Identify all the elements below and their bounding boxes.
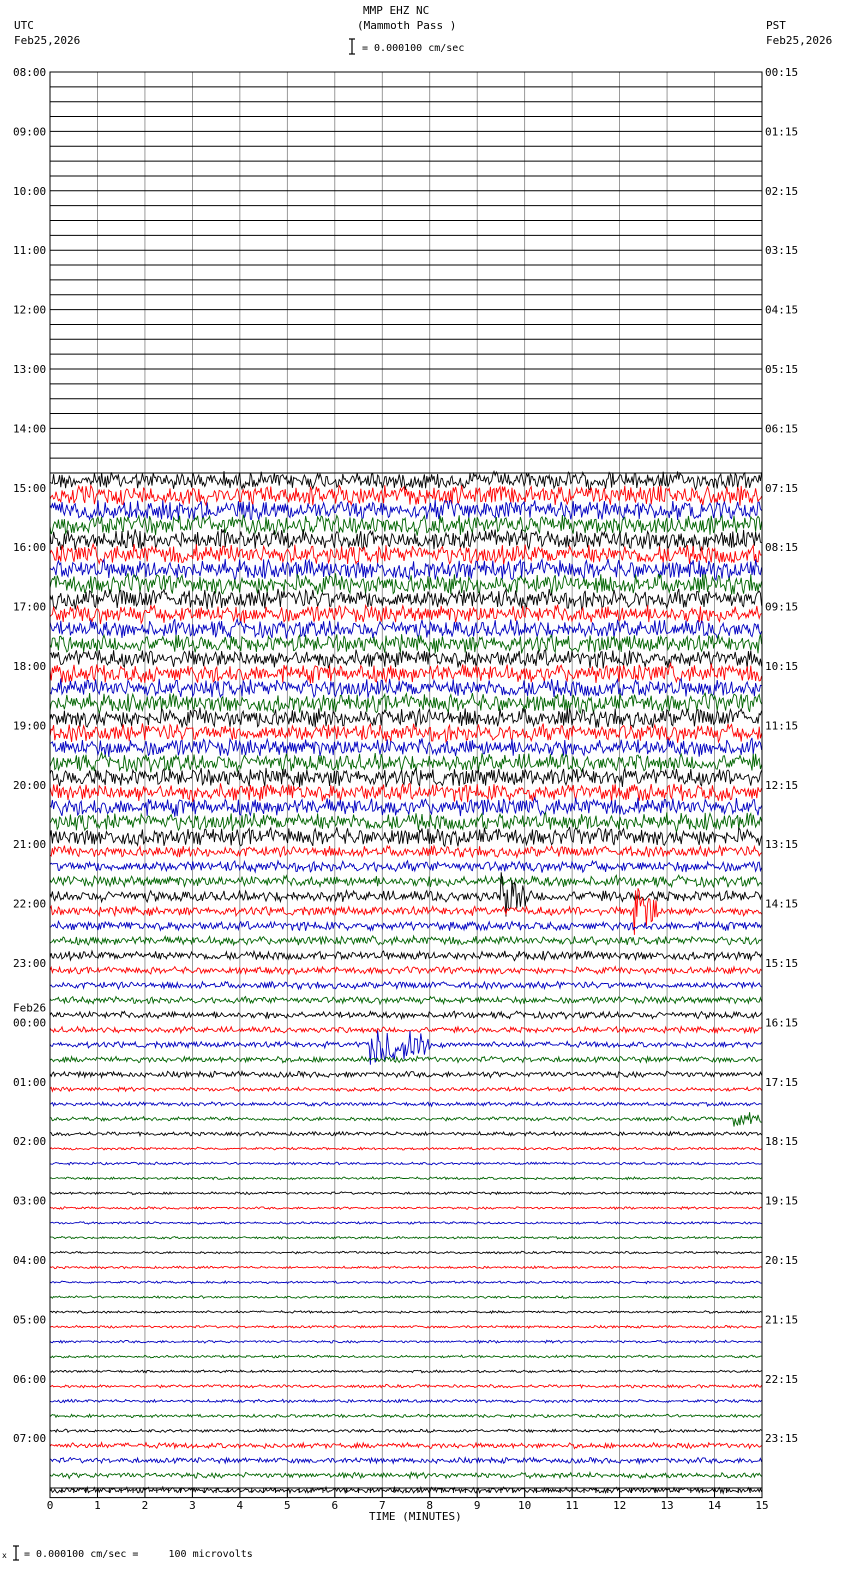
right-hour-label: 15:15 <box>765 957 799 970</box>
seismic-trace <box>50 1207 762 1210</box>
seismic-trace <box>50 861 762 873</box>
right-hour-label: 22:15 <box>765 1372 799 1386</box>
right-hour-label: 16:15 <box>765 1016 799 1030</box>
seismic-trace <box>50 1472 762 1478</box>
seismic-trace <box>50 1027 762 1033</box>
seismic-trace <box>50 1056 762 1062</box>
left-hour-label: 13:00 <box>13 363 47 376</box>
x-tick-label: 13 <box>660 1499 674 1512</box>
seismic-trace <box>50 1147 762 1150</box>
right-hour-label: 02:15 <box>765 184 799 198</box>
x-axis-label: TIME (MINUTES) <box>369 1510 462 1523</box>
seismic-trace <box>50 1443 762 1449</box>
right-hour-label: 11:15 <box>765 719 799 733</box>
seismic-trace <box>50 1399 762 1402</box>
seismic-trace <box>50 693 762 714</box>
seismic-trace <box>50 997 762 1005</box>
x-tick-label: 10 <box>518 1499 532 1512</box>
right-hour-label: 20:15 <box>765 1254 799 1267</box>
right-hour-label: 01:15 <box>765 125 799 139</box>
left-hour-label: 03:00 <box>13 1194 47 1208</box>
left-hour-label: 17:00 <box>13 600 47 614</box>
right-hour-label: 08:15 <box>765 541 799 555</box>
seismic-trace <box>50 1296 762 1299</box>
left-hour-label: 02:00 <box>13 1135 47 1149</box>
seismic-trace <box>50 1236 762 1239</box>
right-zone-label: PST <box>766 19 786 32</box>
left-hour-label: 16:00 <box>13 541 47 555</box>
seismic-trace <box>50 967 762 975</box>
seismic-trace <box>50 921 762 930</box>
left-hour-label: 22:00 <box>13 897 47 911</box>
seismic-trace <box>50 798 762 817</box>
seismic-trace <box>50 846 762 858</box>
seismic-trace <box>50 1326 762 1329</box>
right-hour-label: 07:15 <box>765 481 799 495</box>
x-tick-label: 2 <box>141 1499 149 1512</box>
seismic-trace <box>50 500 762 520</box>
seismic-trace <box>50 1222 762 1225</box>
seismic-trace <box>50 1355 762 1358</box>
seismic-trace <box>50 768 762 787</box>
station-title: MMP EHZ NC <box>363 4 430 17</box>
seismic-trace <box>50 1458 762 1464</box>
left-hour-label: 00:00 <box>13 1016 47 1030</box>
seismic-trace <box>50 1281 762 1284</box>
seismic-trace <box>50 1384 762 1387</box>
x-tick-label: 7 <box>378 1499 386 1512</box>
seismic-trace <box>50 827 762 847</box>
seismic-trace <box>50 1266 762 1268</box>
seismic-trace <box>50 812 762 832</box>
left-hour-label: 18:00 <box>13 660 47 673</box>
x-tick-label: 8 <box>426 1499 434 1512</box>
left-hour-label: 19:00 <box>13 719 47 733</box>
svg-text:x: x <box>2 1551 7 1560</box>
left-hour-label: 12:00 <box>13 303 47 317</box>
right-hour-label: 12:15 <box>765 778 799 792</box>
date-change-label: Feb26 <box>13 1001 47 1015</box>
seismic-trace <box>50 1429 762 1432</box>
right-hour-label: 03:15 <box>765 244 799 258</box>
left-hour-label: 04:00 <box>13 1254 47 1267</box>
seismic-trace <box>50 1370 762 1373</box>
seismic-trace <box>50 1251 762 1254</box>
plot-frame <box>50 72 762 1498</box>
right-hour-label: 06:15 <box>765 422 799 436</box>
station-location: (Mammoth Pass ) <box>357 19 457 32</box>
seismic-trace <box>50 753 762 773</box>
x-tick-label: 9 <box>473 1499 481 1512</box>
left-hour-label: 15:00 <box>13 481 47 495</box>
seismic-trace <box>50 1162 762 1165</box>
x-tick-label: 14 <box>707 1499 722 1512</box>
scale-text: = 0.000100 cm/sec <box>362 43 465 54</box>
left-hour-label: 01:00 <box>13 1075 47 1089</box>
left-hour-label: 11:00 <box>13 244 47 258</box>
seismic-trace <box>50 1102 762 1106</box>
seismic-trace <box>50 663 762 683</box>
seismic-trace <box>50 783 762 802</box>
footer-scale-icon <box>2 1544 24 1562</box>
seismic-trace <box>50 1192 762 1195</box>
x-tick-label: 6 <box>331 1499 339 1512</box>
right-hour-label: 17:15 <box>765 1075 799 1089</box>
seismic-trace <box>50 875 762 887</box>
x-tick-label: 5 <box>284 1499 291 1512</box>
right-hour-label: 18:15 <box>765 1135 799 1149</box>
x-tick-label: 15 <box>755 1499 769 1512</box>
seismic-trace <box>50 544 762 565</box>
seismic-trace <box>50 738 762 757</box>
right-hour-label: 00:15 <box>765 66 799 79</box>
seismic-trace <box>50 982 762 989</box>
right-hour-label: 23:15 <box>765 1432 799 1446</box>
seismic-trace <box>50 724 762 743</box>
x-tick-label: 12 <box>612 1499 627 1512</box>
seismic-trace <box>50 650 762 669</box>
seismic-trace <box>50 1112 762 1126</box>
left-hour-label: 05:00 <box>13 1313 47 1327</box>
seismic-trace <box>50 471 762 490</box>
left-hour-label: 06:00 <box>13 1372 47 1386</box>
seismic-trace <box>50 1011 762 1019</box>
seismic-trace <box>50 1177 762 1180</box>
left-hour-label: 14:00 <box>13 422 47 436</box>
right-hour-label: 04:15 <box>765 303 799 317</box>
left-hour-label: 21:00 <box>13 838 47 852</box>
right-hour-label: 09:15 <box>765 600 799 614</box>
right-hour-label: 19:15 <box>765 1194 799 1208</box>
seismic-trace <box>50 1087 762 1091</box>
seismic-trace <box>50 951 762 961</box>
seismic-trace <box>50 1340 762 1343</box>
left-hour-label: 10:00 <box>13 184 47 198</box>
right-hour-label: 21:15 <box>765 1313 799 1327</box>
left-hour-label: 07:00 <box>13 1432 47 1446</box>
left-hour-label: 23:00 <box>13 957 47 970</box>
left-zone-label: UTC <box>14 19 34 32</box>
left-date-label: Feb25,2026 <box>14 34 81 47</box>
seismic-trace <box>50 1311 762 1314</box>
left-hour-label: 09:00 <box>13 125 47 139</box>
x-tick-label: 4 <box>236 1499 244 1512</box>
footer-scale-text: = 0.000100 cm/sec = 100 microvolts <box>24 1549 253 1560</box>
right-hour-label: 14:15 <box>765 897 799 911</box>
right-hour-label: 05:15 <box>765 363 799 376</box>
seismic-trace <box>50 1132 762 1136</box>
right-date-label: Feb25,2026 <box>766 34 833 47</box>
right-hour-label: 13:15 <box>765 838 799 852</box>
seismic-trace <box>50 589 762 610</box>
x-tick-label: 3 <box>189 1499 196 1512</box>
left-hour-label: 20:00 <box>13 778 47 792</box>
seismic-trace <box>50 573 762 594</box>
seismic-trace <box>50 529 762 550</box>
x-tick-label: 1 <box>94 1499 101 1512</box>
x-tick-label: 11 <box>565 1499 579 1512</box>
seismic-trace <box>50 888 762 935</box>
seismic-trace <box>50 1414 762 1417</box>
seismic-trace <box>50 936 762 945</box>
right-hour-label: 10:15 <box>765 660 799 673</box>
x-tick-label: 0 <box>46 1499 54 1512</box>
seismic-trace <box>50 619 762 639</box>
seismic-trace <box>50 634 762 653</box>
seismic-trace <box>50 1071 762 1077</box>
left-hour-label: 08:00 <box>13 66 47 79</box>
